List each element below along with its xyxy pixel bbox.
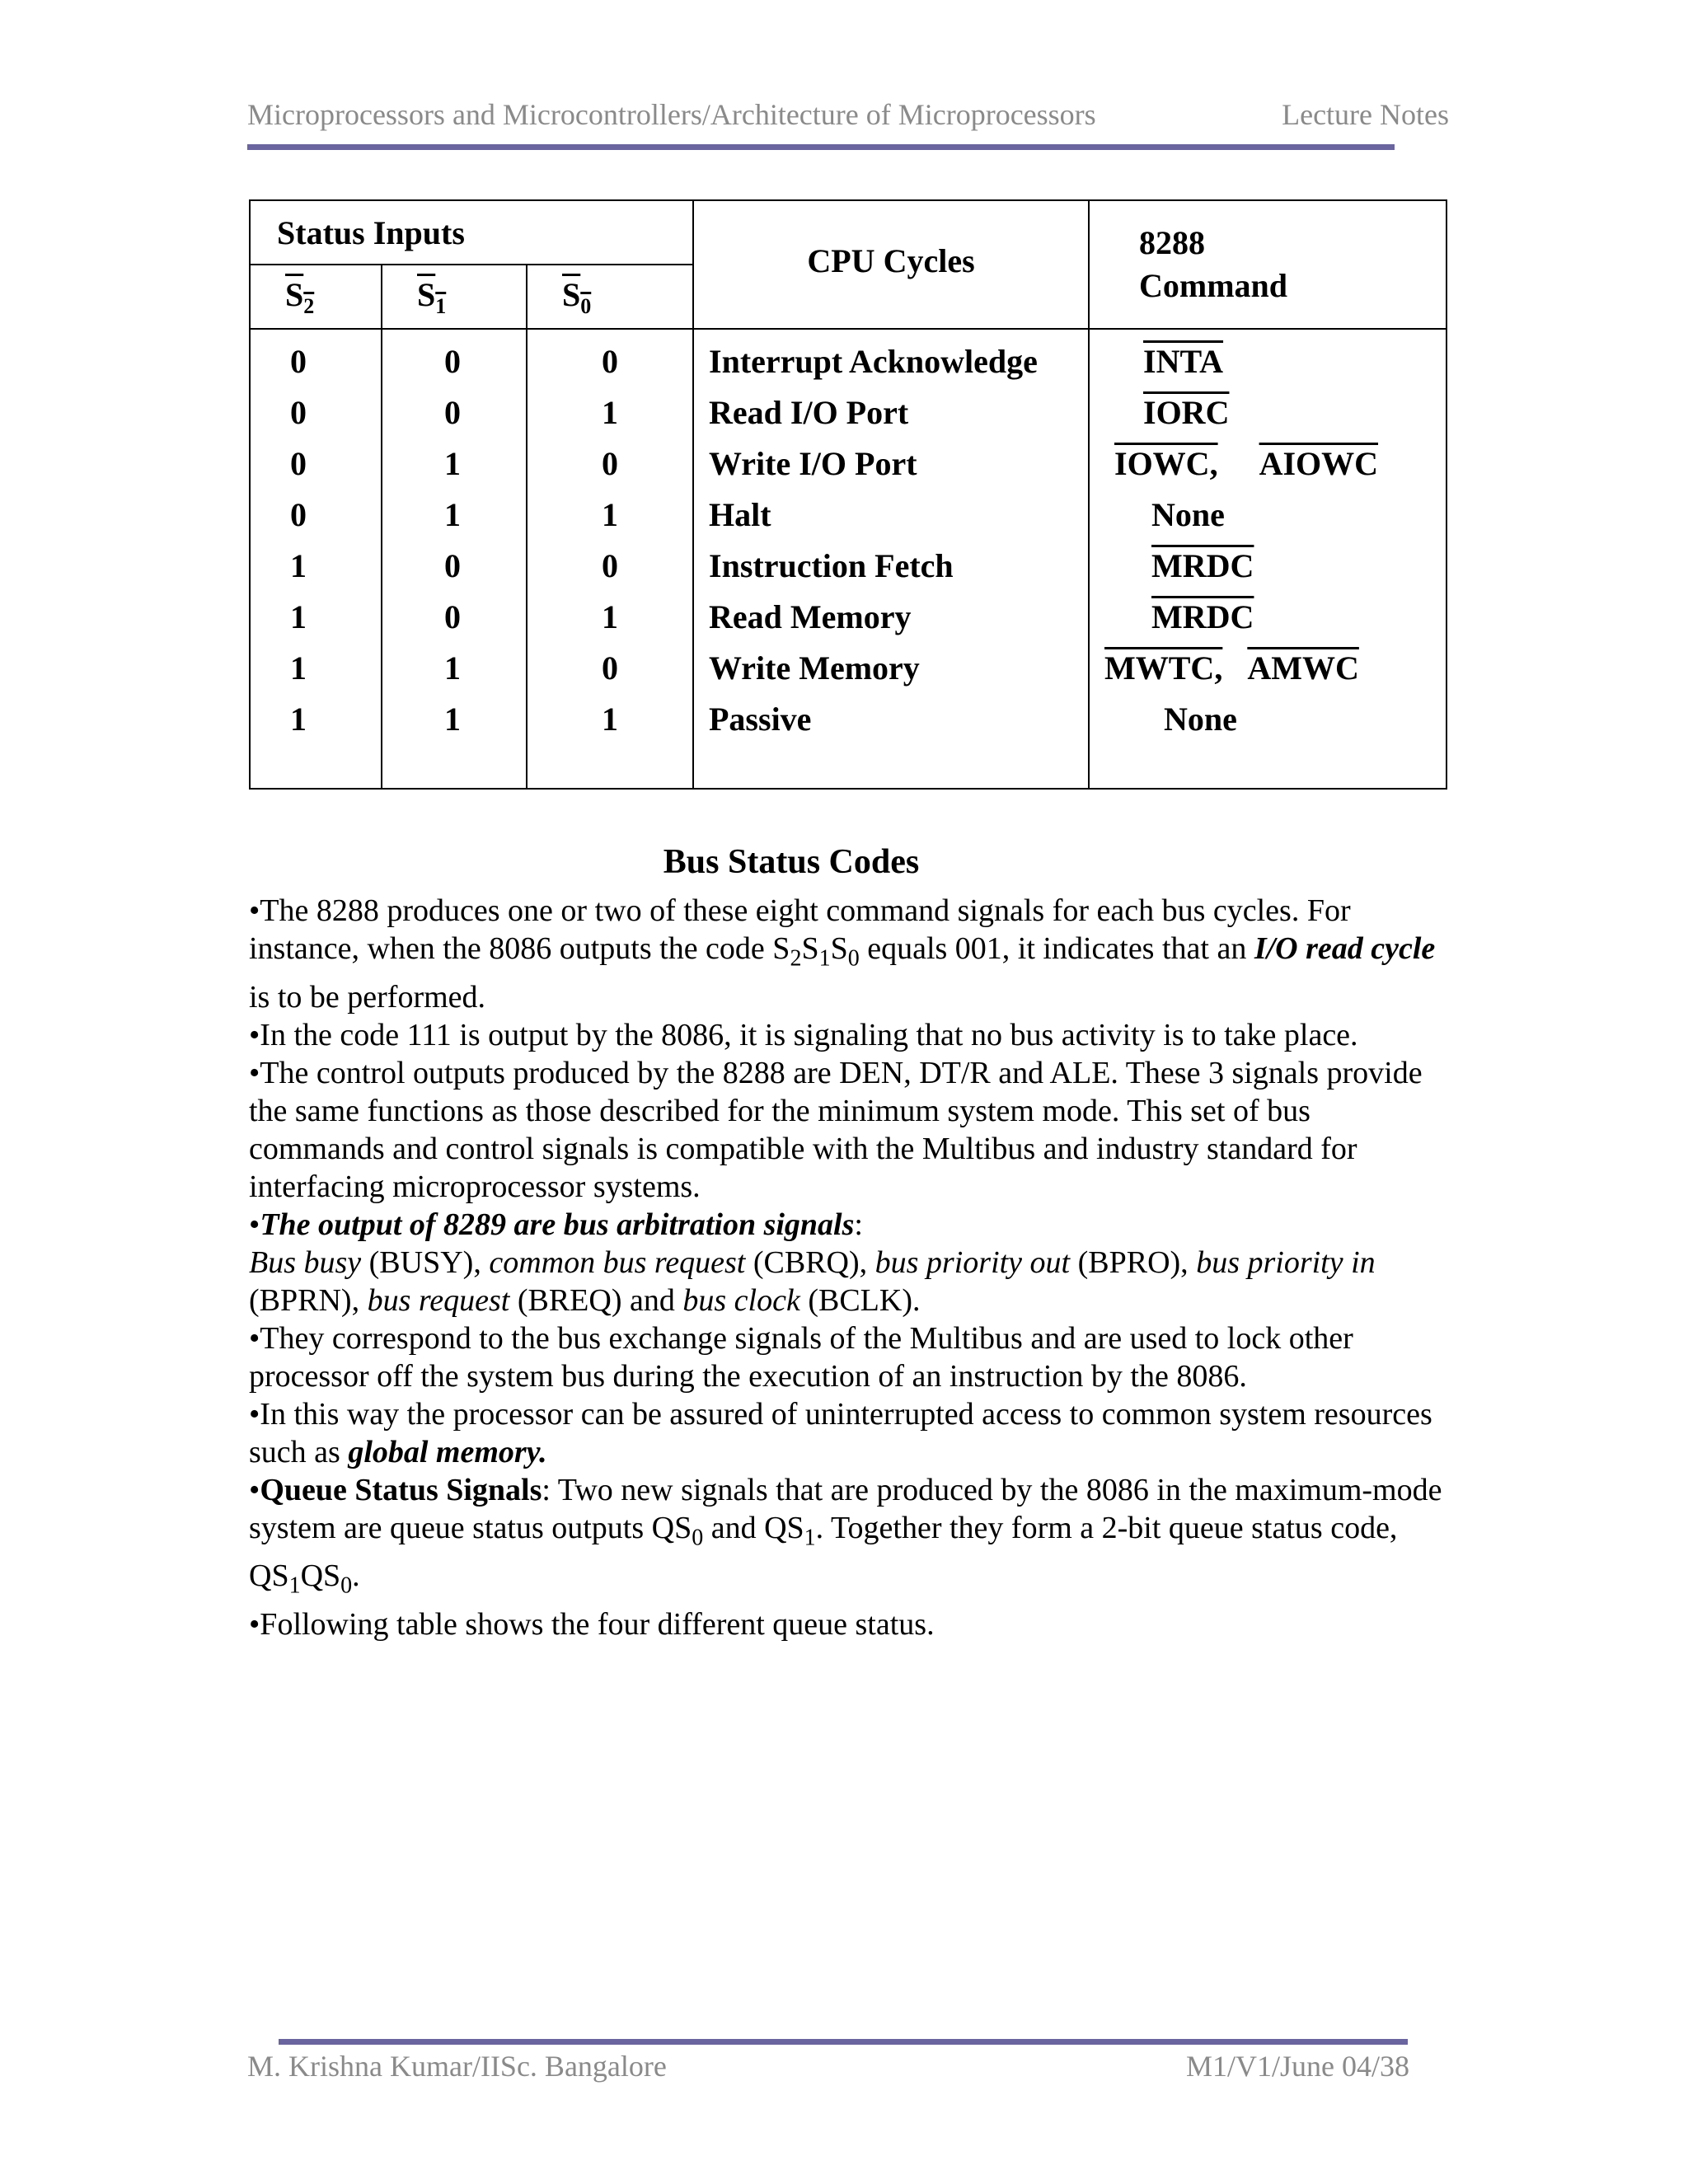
footer-divider xyxy=(279,2039,1408,2045)
command: INTA xyxy=(1143,343,1224,380)
command: None xyxy=(1164,701,1237,738)
command: IOWC, AIOWC xyxy=(1114,445,1379,482)
paragraph: •They correspond to the bus exchange signals of the Multibus and are used to lock other processor off the system bus during the execution of an instruction by the 8086. xyxy=(249,1320,1353,1394)
cpu-cycle: Passive xyxy=(709,701,812,738)
paragraph: •In the code 111 is output by the 8086, it is signaling that no bus activity is to take place. xyxy=(249,1017,1358,1052)
command: MWTC, AMWC xyxy=(1104,649,1359,687)
command: IORC xyxy=(1143,394,1230,431)
cpu-cycle: Instruction Fetch xyxy=(709,547,954,584)
body-text xyxy=(249,892,1452,1643)
command-header-line2: Command xyxy=(1139,267,1288,304)
s0-column: 0 1 0 1 0 1 0 1 xyxy=(527,329,693,789)
table-caption: Bus Status Codes xyxy=(663,843,920,881)
s2-column: 0 0 0 0 1 1 1 1 xyxy=(250,329,382,789)
page-header xyxy=(247,97,1449,138)
footer-page-info: M1/V1/June 04/38 xyxy=(1185,2050,1409,2083)
cpu-cycle: Write Memory xyxy=(709,649,920,687)
cpu-cycle: Write I/O Port xyxy=(709,445,917,482)
s0-header: $S_0$ xyxy=(527,265,693,329)
footer-author: M. Krishna Kumar/IISc. Bangalore xyxy=(247,2050,667,2083)
command-column xyxy=(1089,329,1447,789)
paragraph: •Queue Status Signals: Two new signals that are produced by the 8086 in the maximum-mode system are queue status outputs $QS_0$ and $QS_1$. Together they form a 2-bit queue status code, $QS_1QS_0$. xyxy=(249,1472,1442,1599)
paragraph: Bus busy (BUSY), common bus request (CBRQ), bus priority out (BPRO), bus priority in (BPRN), bus request (BREQ) and bus clock (BCLK). xyxy=(249,1244,1376,1318)
command-header-line1: 8288 xyxy=(1139,224,1205,261)
s1-column: 0 0 1 1 0 0 1 1 xyxy=(382,329,527,789)
bus-status-table xyxy=(249,199,1446,790)
command-header xyxy=(1089,200,1447,329)
paragraph: •The control outputs produced by the 8288 are DEN, DT/R and ALE. These 3 signals provide the same functions as those described for the minimum system mode. This set of bus commands and control signals is compatible with the Multibus and industry standard for interfacing microprocessor systems. xyxy=(249,1055,1423,1204)
paragraph: •Following table shows the four different queue status. xyxy=(249,1606,935,1642)
page-footer xyxy=(247,2049,1449,2090)
header-right: Lecture Notes xyxy=(1282,98,1449,131)
s2-header: $S_2$ xyxy=(250,265,382,329)
status-inputs-header: Status Inputs xyxy=(250,200,693,265)
paragraph: •The output of 8289 are bus arbitration signals: xyxy=(249,1207,863,1242)
header-divider xyxy=(247,144,1395,150)
cpu-cycle: Read I/O Port xyxy=(709,394,909,431)
command: MRDC xyxy=(1151,598,1254,635)
cpu-cycle-column xyxy=(693,329,1089,789)
header-title: Microprocessors and Microcontrollers/Architecture of Microprocessors xyxy=(247,98,1096,131)
command: MRDC xyxy=(1151,547,1254,584)
paragraph: •The 8288 produces one or two of these eight command signals for each bus cycles. For instance, when the 8086 outputs the code $S_2S_1S_0$ equals 001, it indicates that an I/O read cycle is to be performed. xyxy=(249,893,1436,1015)
cpu-cycle: Halt xyxy=(709,496,771,533)
paragraph: •In this way the processor can be assured of uninterrupted access to common system resources such as global memory. xyxy=(249,1396,1432,1469)
cpu-cycle: Interrupt Acknowledge xyxy=(709,343,1038,380)
command: None xyxy=(1151,496,1225,533)
s1-header: $S_1$ xyxy=(382,265,527,329)
cpu-cycles-header: CPU Cycles xyxy=(693,200,1089,329)
cpu-cycle: Read Memory xyxy=(709,598,912,635)
